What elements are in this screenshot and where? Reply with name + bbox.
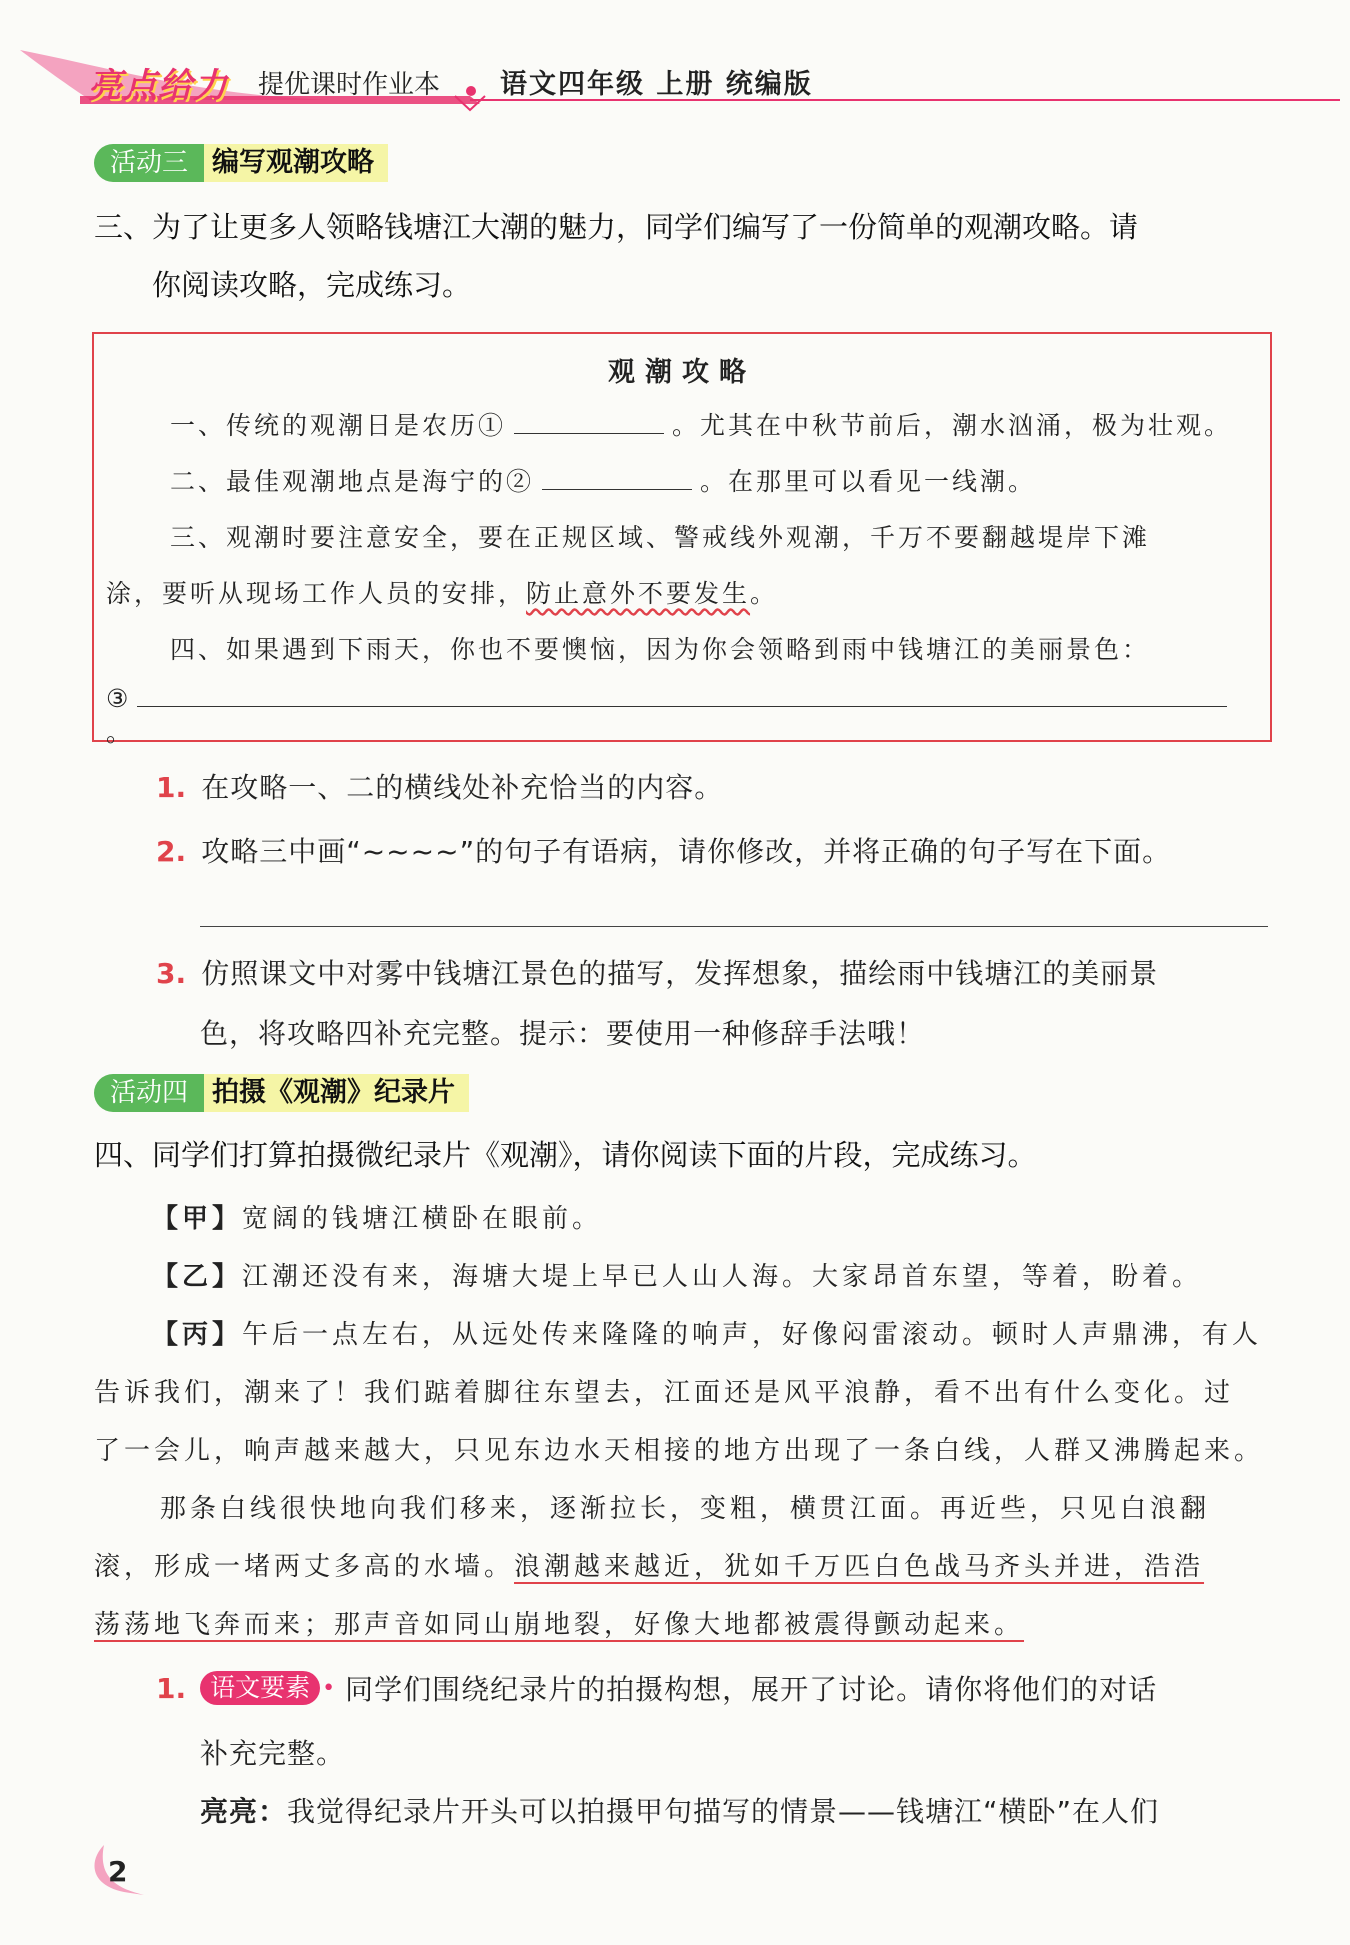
passage-label: 【甲】 — [152, 1204, 243, 1234]
answer-blank-1[interactable] — [514, 411, 664, 434]
sub-question-text: 在攻略一、二的横线处补充恰当的内容。 — [201, 771, 724, 804]
guide-item-text: 二、最佳观潮地点是海宁的② — [170, 467, 535, 496]
sub-question-text: 仿照课文中对雾中钱塘江景色的描写，发挥想象，描绘雨中钱塘江的美丽景 — [201, 957, 1159, 990]
guide-item-text: 。在那里可以看见一线潮。 — [700, 467, 1037, 496]
passage-line — [94, 1604, 1024, 1641]
question-heading: 四、同学们打算拍摄微纪录片《观潮》，请你阅读下面的片段，完成练习。 — [94, 1138, 1037, 1172]
sub-question-number: 3. — [156, 957, 187, 990]
brand-subtitle: 提优课时作业本 — [258, 70, 441, 100]
passage-text: 了一会儿，响声越来越大，只见东边水天相接的地方出现了一条白线，人群又沸腾起来。 — [94, 1436, 1265, 1466]
guide-item-text: 。 — [106, 718, 135, 747]
activity-tag — [94, 1074, 469, 1112]
sub-question-number: 2. — [156, 835, 187, 868]
passage-text: 午后一点左右，从远处传来隆隆的响声，好像闷雷滚动。顿时人声鼎沸，有人 — [242, 1320, 1263, 1350]
guide-item-text: 。尤其在中秋节前后，潮水汹涌，极为壮观。 — [672, 411, 1233, 440]
guide-item-text: 一、传统的观潮日是农历① — [170, 411, 507, 440]
sub-question-1 — [156, 766, 723, 806]
underlined-sentence: 浪潮越来越近，犹如千万匹白色战马齐头并进，浩浩 — [514, 1552, 1205, 1582]
sub-question-3-cont: 色，将攻略四补充完整。提示：要使用一种修辞手法哦！ — [200, 1017, 926, 1050]
element-tag: 语文要素 — [200, 1671, 320, 1705]
dialog-line — [200, 1790, 1159, 1830]
guide-item-3: 三、观潮时要注意安全，要在正规区域、警戒线外观潮，千万不要翻越堤岸下滩 — [170, 523, 1151, 552]
sub-question-1-cont: 补充完整。 — [200, 1737, 346, 1770]
passage-bing — [152, 1314, 1262, 1351]
sub-question-text: 攻略三中画“~~~~”的句子有语病，请你修改，并将正确的句子写在下面。 — [201, 835, 1172, 868]
underlined-sentence: 荡荡地飞奔而来；那声音如同山崩地裂，好像大地都被震得颤动起来。 — [94, 1610, 1025, 1640]
passage-label: 【丙】 — [152, 1320, 243, 1350]
passage-text: 告诉我们，潮来了！我们踮着脚往东望去，江面还是风平浪静，看不出有什么变化。过 — [94, 1378, 1235, 1408]
passage-text: 江潮还没有来，海塘大堤上早已人山人海。大家昂首东望，等着，盼着。 — [242, 1262, 1203, 1292]
circled-number: ③ — [106, 684, 132, 713]
book-info: 语文四年级 上册 统编版 — [500, 69, 813, 100]
activity-label: 活动四 — [94, 1074, 204, 1112]
guide-item-2 — [170, 462, 1036, 498]
guide-box — [92, 332, 1272, 747]
activity-label: 活动三 — [94, 144, 204, 182]
wavy-sentence: 防止意外不要发生 — [526, 579, 751, 608]
page-number: 2 — [108, 1855, 128, 1888]
answer-blank-3[interactable] — [137, 684, 1227, 707]
sub-question-1 — [156, 1668, 1157, 1708]
activity-title: 拍摄《观潮》纪录片 — [204, 1074, 469, 1112]
passage-text: 宽阔的钱塘江横卧在眼前。 — [242, 1204, 603, 1234]
answer-blank-2[interactable] — [542, 467, 692, 490]
activity-title: 编写观潮攻略 — [204, 144, 388, 182]
sub-question-number: 1. — [156, 771, 187, 804]
dialog-speaker: 亮亮： — [200, 1795, 288, 1828]
guide-title: 观潮攻略 — [608, 357, 756, 388]
passage-text: 滚，形成一堵两丈多高的水墙。 — [94, 1552, 515, 1582]
question-heading: 三、为了让更多人领略钱塘江大潮的魅力，同学们编写了一份简单的观潮攻略。请 — [94, 210, 1139, 244]
guide-item-4-answer — [106, 684, 1256, 749]
brand-logo: 亮点给力 — [88, 66, 228, 106]
answer-line[interactable] — [200, 926, 1268, 927]
guide-item-text: 。 — [750, 579, 779, 608]
passage-yi — [152, 1256, 1202, 1293]
passage-jia — [152, 1198, 602, 1235]
sub-question-text: 同学们围绕纪录片的拍摄构想，展开了讨论。请你将他们的对话 — [345, 1673, 1158, 1706]
passage-line — [94, 1546, 1204, 1583]
bullet-dot-icon: • — [322, 1675, 336, 1701]
sub-question-3 — [156, 952, 1158, 992]
sub-question-2 — [156, 830, 1171, 870]
guide-item-3-cont — [106, 574, 778, 610]
question-heading-cont: 你阅读攻略，完成练习。 — [152, 268, 472, 302]
passage-label: 【乙】 — [152, 1262, 243, 1292]
guide-item-4: 四、如果遇到下雨天，你也不要懊恼，因为你会领略到雨中钱塘江的美丽景色： — [170, 635, 1151, 664]
dialog-text: 我觉得纪录片开头可以拍摄甲句描写的情景——钱塘江“横卧”在人们 — [287, 1795, 1160, 1828]
sub-question-number: 1. — [156, 1671, 187, 1705]
guide-item-text: 涂，要听从现场工作人员的安排， — [106, 579, 527, 608]
header-dot-icon — [466, 86, 476, 96]
activity-tag — [94, 144, 388, 182]
guide-item-1 — [170, 406, 1232, 442]
passage-text: 那条白线很快地向我们移来，逐渐拉长，变粗，横贯江面。再近些，只见白浪翻 — [160, 1494, 1211, 1524]
